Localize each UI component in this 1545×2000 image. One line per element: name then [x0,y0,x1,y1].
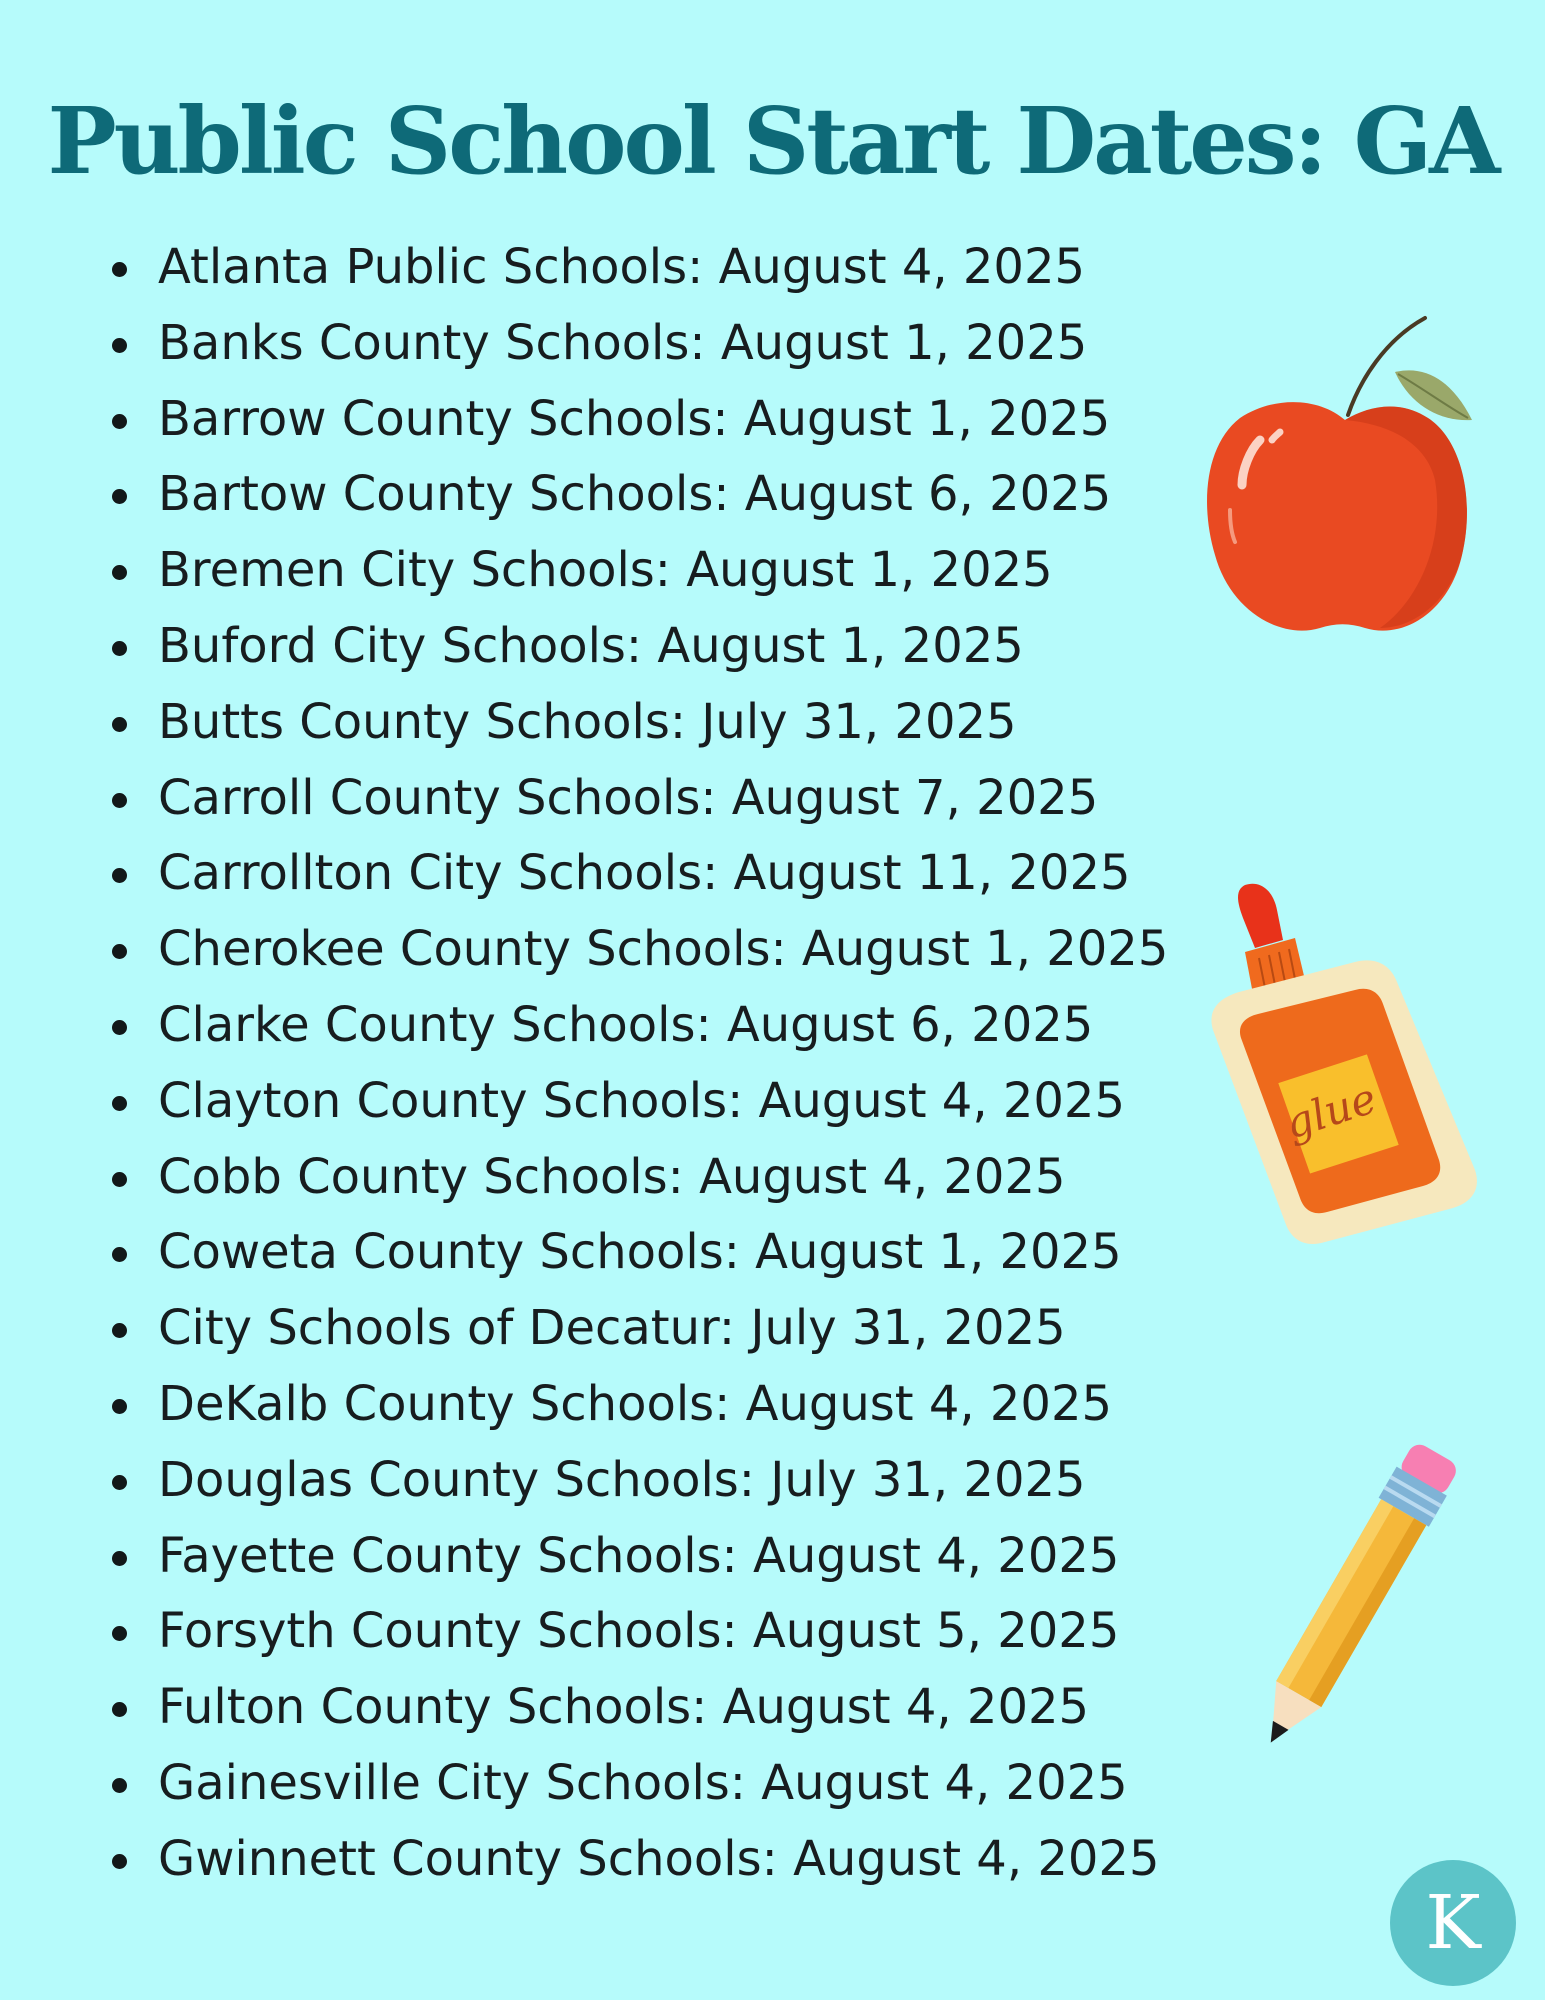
list-item: Carrollton City Schools: August 11, 2025 [0,836,1168,912]
page-title: Public School Start Dates: GA [47,87,1498,195]
k-logo-icon [1388,1858,1518,1988]
pencil-icon [1225,1430,1465,1790]
list-item: City Schools of Decatur: July 31, 2025 [0,1291,1168,1367]
list-item: Carroll County Schools: August 7, 2025 [0,761,1168,837]
list-item: Buford City Schools: August 1, 2025 [0,609,1168,685]
list-item: Cobb County Schools: August 4, 2025 [0,1140,1168,1216]
list-item: Barrow County Schools: August 1, 2025 [0,382,1168,458]
list-item: Fayette County Schools: August 4, 2025 [0,1519,1168,1595]
apple-icon [1200,310,1490,640]
list-item: Douglas County Schools: July 31, 2025 [0,1443,1168,1519]
list-item: Gwinnett County Schools: August 4, 2025 [0,1822,1168,1898]
list-item: Gainesville City Schools: August 4, 2025 [0,1746,1168,1822]
list-item: Cherokee County Schools: August 1, 2025 [0,912,1168,988]
list-item: Butts County Schools: July 31, 2025 [0,685,1168,761]
list-item: Fulton County Schools: August 4, 2025 [0,1670,1168,1746]
list-item: Atlanta Public Schools: August 4, 2025 [0,230,1168,306]
list-item: Clarke County Schools: August 6, 2025 [0,988,1168,1064]
list-item: Banks County Schools: August 1, 2025 [0,306,1168,382]
school-start-dates-list [0,230,1168,1898]
list-item: Coweta County Schools: August 1, 2025 [0,1215,1168,1291]
list-item: Clayton County Schools: August 4, 2025 [0,1064,1168,1140]
list-item: DeKalb County Schools: August 4, 2025 [0,1367,1168,1443]
list-item: Bremen City Schools: August 1, 2025 [0,533,1168,609]
glue-bottle-icon [1205,880,1495,1260]
list-item: Bartow County Schools: August 6, 2025 [0,457,1168,533]
glue-label: glue [1279,1073,1383,1149]
list-item: Forsyth County Schools: August 5, 2025 [0,1594,1168,1670]
logo-letter: K [1425,1880,1481,1966]
